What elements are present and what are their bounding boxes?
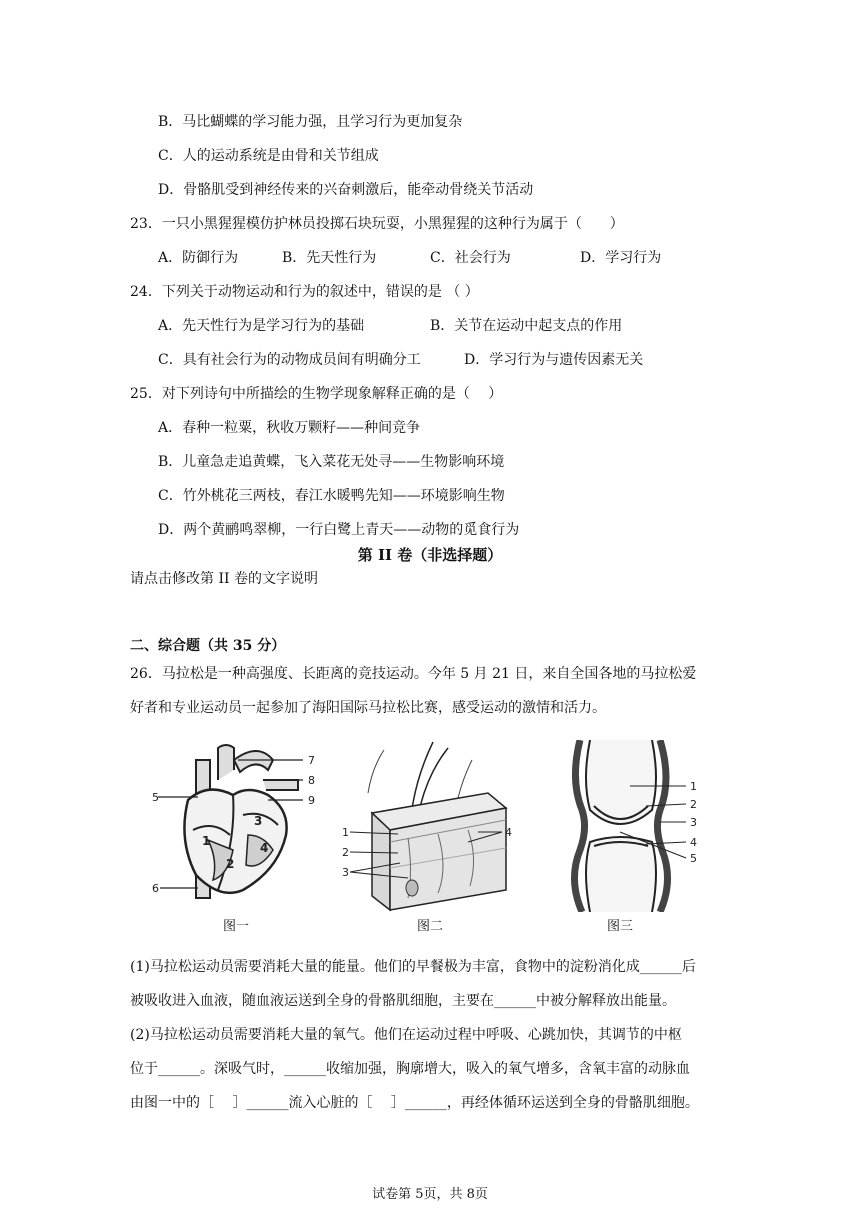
q25-option-a: A．春种一粒粟，秋收万颗籽——种间竞争 [158, 420, 421, 436]
fig1-label-4: 4 [260, 841, 269, 855]
fig3-label-3: 3 [690, 816, 697, 829]
fig2-caption: 图二 [416, 919, 443, 934]
skin-diagram [338, 738, 518, 914]
fig3-label-4: 4 [690, 836, 697, 849]
fig1-label-7: 7 [308, 754, 315, 767]
fig1-label-1: 1 [202, 834, 211, 848]
fig1-label-5: 5 [152, 791, 159, 804]
heart-diagram [148, 740, 328, 910]
fig1-label-6: 6 [152, 882, 159, 895]
section-heading: 二、综合题（共 35 分） [130, 638, 286, 654]
q26-part1-line2: 被吸收进入血液，随血液运送到全身的骨骼肌细胞，主要在______中被分解释放出能量。 [130, 993, 676, 1009]
fig1-label-8: 8 [308, 774, 315, 787]
section-title: 第 II 卷（非选择题） [357, 546, 503, 564]
fig1-caption: 图一 [222, 919, 249, 934]
q25-option-b: B．儿童急走追黄蝶，飞入菜花无处寻——生物影响环境 [158, 454, 505, 470]
fig2-label-3: 3 [342, 866, 349, 879]
q26-part2-line2: 位于______。深吸气时，______收缩加强，胸廓增大，吸入的氧气增多，含氧丰富的动脉血 [130, 1061, 690, 1077]
q22-option-b: B．马比蝴蝶的学习能力强，且学习行为更加复杂 [158, 114, 463, 130]
joint-diagram [560, 740, 710, 912]
fig2-label-2: 2 [342, 846, 349, 859]
q23-option-b: B．先天性行为 [282, 250, 377, 266]
fig3-caption: 图三 [606, 919, 633, 934]
q24-option-d: D．学习行为与遗传因素无关 [464, 352, 644, 368]
q26-stem-line1: 26．马拉松是一种高强度、长距离的竞技运动。今年 5 月 21 日，来自全国各地的马拉松爱 [130, 666, 697, 682]
q24-stem: 24．下列关于动物运动和行为的叙述中，错误的是 （ ） [130, 284, 479, 300]
q26-part2-line1: (2)马拉松运动员需要消耗大量的氧气。他们在运动过程中呼吸、心跳加快，其调节的中枢 [130, 1027, 682, 1043]
q25-option-c: C．竹外桃花三两枝，春江水暖鸭先知——环境影响生物 [158, 488, 505, 504]
q26-stem-line2: 好者和专业运动员一起参加了海阳国际马拉松比赛，感受运动的激情和活力。 [130, 700, 606, 716]
fig2-label-4: 4 [505, 826, 512, 839]
q24-option-c: C．具有社会行为的动物成员间有明确分工 [158, 352, 421, 368]
section-note: 请点击修改第 II 卷的文字说明 [130, 571, 318, 587]
q23-option-c: C．社会行为 [430, 250, 511, 266]
fig1-label-3: 3 [254, 814, 263, 828]
q26-part1-line1: (1)马拉松运动员需要消耗大量的能量。他们的早餐极为丰富，食物中的淀粉消化成______后 [130, 959, 696, 975]
page-footer: 试卷第 5页，共 8页 [372, 1187, 488, 1202]
q23-option-d: D．学习行为 [580, 250, 662, 266]
q26-part2-line3: 由图一中的［ ］______流入心脏的［ ］______，再经体循环运送到全身的骨骼肌细胞。 [130, 1095, 699, 1111]
fig2-label-1: 1 [342, 826, 349, 839]
q22-option-d: D．骨骼肌受到神经传来的兴奋刺激后，能牵动骨绕关节活动 [158, 182, 534, 198]
q24-option-b: B．关节在运动中起支点的作用 [430, 318, 623, 334]
q22-option-c: C．人的运动系统是由骨和关节组成 [158, 148, 379, 164]
fig3-label-1: 1 [690, 780, 697, 793]
q23-stem: 23．一只小黑猩猩模仿护林员投掷石块玩耍，小黑猩猩的这种行为属于（ ） [130, 216, 624, 232]
fig3-label-5: 5 [690, 852, 697, 865]
q23-option-a: A．防御行为 [158, 250, 239, 266]
fig1-label-2: 2 [226, 857, 235, 871]
q25-stem: 25．对下列诗句中所描绘的生物学现象解释正确的是（ ） [130, 386, 503, 402]
fig3-label-2: 2 [690, 798, 697, 811]
fig1-label-9: 9 [308, 794, 315, 807]
q24-option-a: A．先天性行为是学习行为的基础 [158, 318, 365, 334]
q25-option-d: D．两个黄鹂鸣翠柳，一行白鹭上青天——动物的觅食行为 [158, 522, 520, 538]
